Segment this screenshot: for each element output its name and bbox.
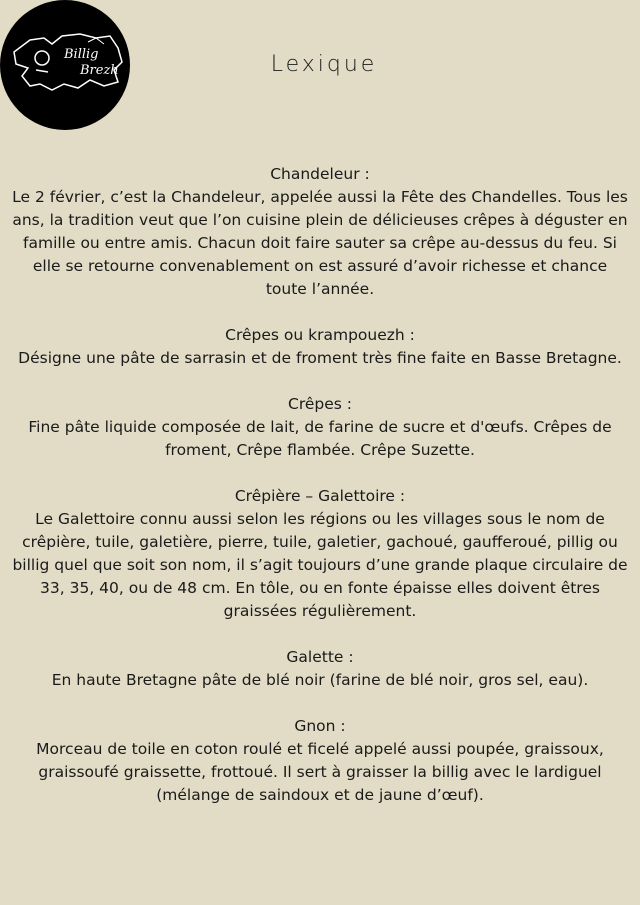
lexicon-entry	[10, 715, 630, 807]
entry-definition: Le Galettoire connu aussi selon les régions ou les villages sous le nom de crêpière, tuile, galetière, pierre, tuile, galetier, gachoué, gaufferoué, pillig ou billig quel que soit son nom, il s’agit toujours d’une grande plaque circulaire de 33, 35, 40, ou de 48 cm. En tôle, ou en fonte épaisse elles doivent êtres graissées régulièrement.	[12, 510, 628, 620]
lexicon-entry	[10, 393, 630, 462]
lexicon-entry	[10, 163, 630, 301]
entry-term: Gnon :	[294, 717, 346, 735]
logo-text-line2: Brezh	[80, 63, 119, 78]
lexicon-entry	[10, 646, 630, 692]
entry-term: Crêpes :	[288, 395, 352, 413]
page-title: Lexique	[270, 52, 378, 77]
lexicon-entry	[10, 324, 630, 370]
entry-term: Crêpes ou krampouezh :	[225, 326, 415, 344]
entry-definition: Fine pâte liquide composée de lait, de farine de sucre et d'œufs. Crêpes de froment, Crêpe flambée. Crêpe Suzette.	[28, 418, 612, 459]
entry-definition: Morceau de toile en coton roulé et ficelé appelé aussi poupée, graissoux, graissoufé graissette, frottoué. Il sert à graisser la billig avec le lardiguel (mélange de saindoux et de jaune d’œuf).	[36, 740, 604, 804]
logo-text-line1: Billig	[64, 47, 99, 62]
entry-term: Galette :	[286, 648, 354, 666]
entry-definition: Désigne une pâte de sarrasin et de froment très fine faite en Basse Bretagne.	[18, 349, 622, 367]
entry-definition: Le 2 février, c’est la Chandeleur, appelée aussi la Fête des Chandelles. Tous les ans, la tradition veut que l’on cuisine plein de délicieuses crêpes à déguster en famille ou entre amis. Chacun doit faire sauter sa crêpe au-dessus du feu. Si elle se retourne convenablement on est assuré d’avoir richesse et chance toute l’année.	[12, 188, 628, 298]
lexicon-list	[10, 163, 630, 830]
lexicon-entry	[10, 485, 630, 623]
entry-term: Chandeleur :	[270, 165, 370, 183]
entry-term: Crêpière – Galettoire :	[234, 487, 406, 505]
entry-definition: En haute Bretagne pâte de blé noir (farine de blé noir, gros sel, eau).	[51, 671, 589, 689]
